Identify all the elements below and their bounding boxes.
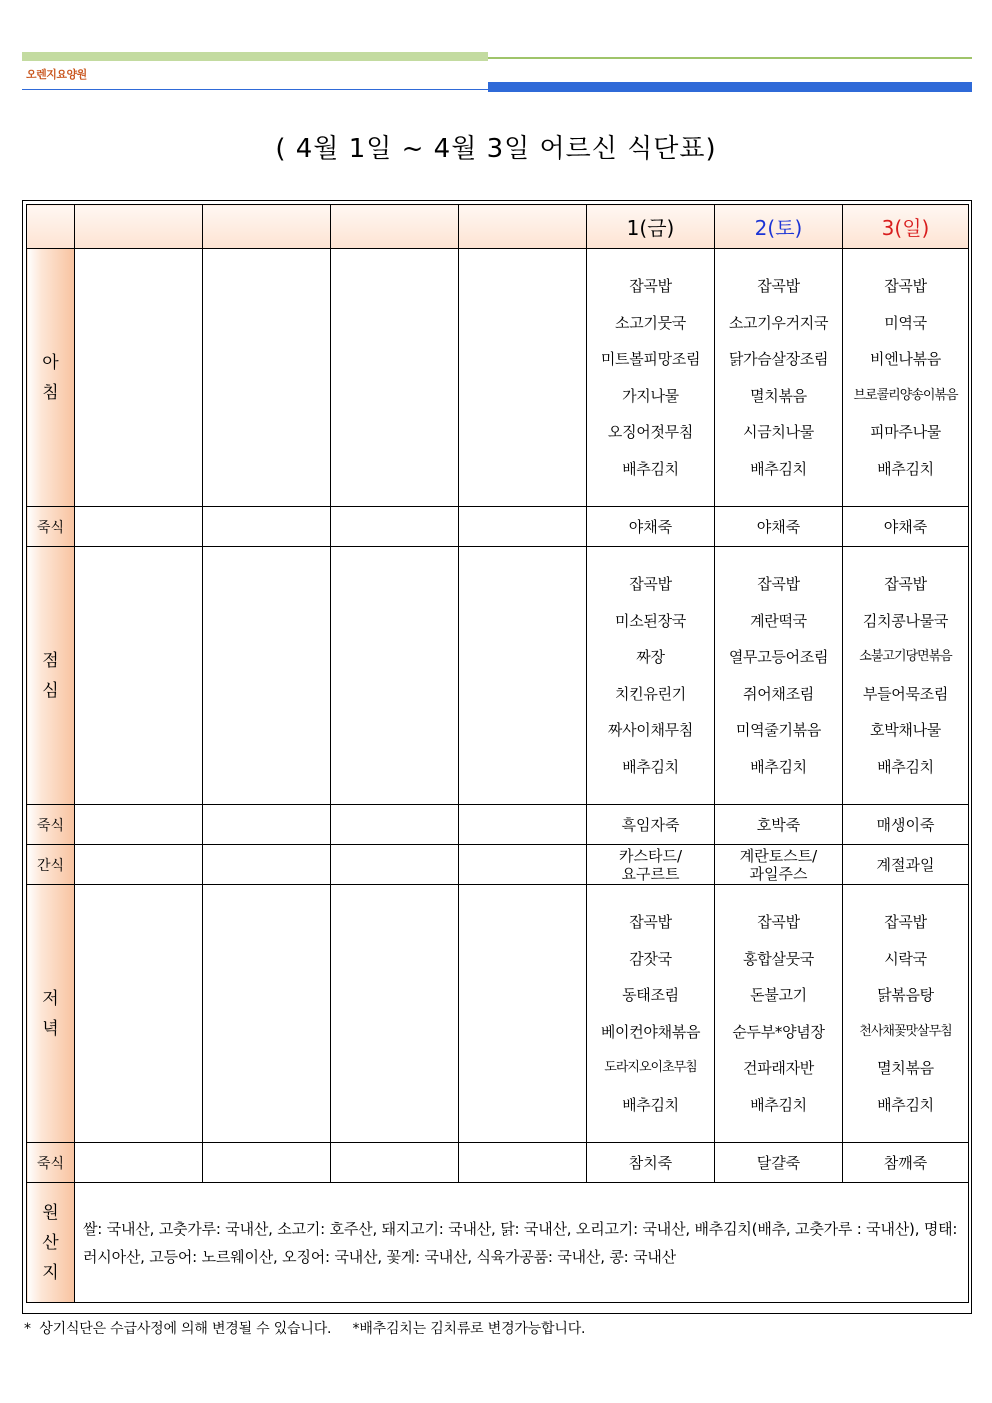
snack-line: 카스타드/ — [618, 846, 682, 865]
breakfast-row — [27, 249, 969, 507]
menu-item: 호박채나물 — [870, 721, 941, 739]
dinner-row — [27, 885, 969, 1143]
header-empty — [459, 205, 587, 249]
header-row — [27, 205, 969, 249]
menu-item: 미역국 — [884, 313, 927, 332]
menu-item: 치킨유린기 — [615, 684, 686, 703]
menu-item: 잡곡밥 — [757, 277, 800, 295]
menu-item: 소고기뭇국 — [615, 313, 686, 332]
lunch-row — [27, 547, 969, 805]
menu-item: 잡곡밥 — [884, 277, 927, 295]
page-title: ( 4월 1일 ~ 4월 3일 어르신 식단표) — [275, 134, 717, 164]
menu-item: 순두부*양념장 — [732, 1022, 825, 1041]
origin-label — [27, 1183, 75, 1303]
menu-item: 잡곡밥 — [629, 277, 672, 295]
menu-item: 도라지오이초무침 — [604, 1060, 697, 1075]
menu-item: 시락국 — [884, 949, 927, 968]
porridge-sat: 호박죽 — [715, 805, 843, 845]
menu-item: 감잣국 — [629, 949, 672, 968]
menu-item: 배추김치 — [877, 459, 934, 478]
empty-cell — [331, 507, 459, 547]
porridge-label: 죽식 — [27, 805, 75, 845]
empty-cell — [331, 547, 459, 805]
menu-item: 배추김치 — [622, 1095, 679, 1114]
snack-line: 계란토스트/ — [739, 846, 818, 865]
empty-cell — [331, 249, 459, 507]
empty-cell — [331, 885, 459, 1143]
snack-row — [27, 845, 969, 885]
menu-item: 건파래자반 — [743, 1059, 814, 1077]
porridge-fri: 흑임자죽 — [587, 805, 715, 845]
empty-cell — [75, 507, 203, 547]
menu-item: 비엔나볶음 — [870, 350, 941, 368]
empty-cell — [331, 805, 459, 845]
menu-item: 짜장 — [636, 648, 665, 666]
empty-cell — [75, 805, 203, 845]
dinner-menu-sun — [843, 885, 969, 1143]
header-blue-bar — [488, 82, 972, 92]
menu-item: 소불고기당면볶음 — [859, 649, 952, 664]
menu-item: 미역줄기볶음 — [735, 721, 822, 739]
porridge-sun: 매생이죽 — [843, 805, 969, 845]
snack-line: 요구르트 — [621, 864, 680, 883]
porridge-sat: 달걀죽 — [715, 1143, 843, 1183]
menu-item: 배추김치 — [750, 459, 807, 478]
menu-item: 오징어젓무침 — [607, 423, 694, 441]
menu-item: 배추김치 — [877, 757, 934, 776]
snack-line: 과일주스 — [749, 864, 808, 883]
menu-item: 천사채꽃맛살무침 — [859, 1023, 952, 1039]
header-corner — [27, 205, 75, 249]
menu-item: 배추김치 — [877, 1095, 934, 1114]
menu-item: 브로콜리양송이볶음 — [853, 387, 958, 403]
menu-item: 잡곡밥 — [629, 575, 672, 593]
porridge-fri: 야채죽 — [587, 507, 715, 547]
header-green-line — [488, 57, 972, 59]
empty-cell — [331, 845, 459, 885]
breakfast-menu-sat — [715, 249, 843, 507]
dinner-label-text: 저 녁 — [42, 988, 59, 1039]
empty-cell — [75, 1143, 203, 1183]
empty-cell — [459, 885, 587, 1143]
empty-cell — [331, 1143, 459, 1183]
day-header-sat: 2(토) — [715, 205, 843, 249]
header-empty — [331, 205, 459, 249]
lunch-menu-fri — [587, 547, 715, 805]
day-header-sun: 3(일) — [843, 205, 969, 249]
menu-item: 잡곡밥 — [757, 575, 800, 593]
menu-item: 부들어묵조림 — [862, 684, 949, 703]
menu-item: 배추김치 — [750, 757, 807, 776]
porridge-row — [27, 507, 969, 547]
menu-item: 소고기우거지국 — [728, 313, 829, 332]
menu-item: 잡곡밥 — [884, 913, 927, 931]
header-empty — [75, 205, 203, 249]
snack-fri — [587, 845, 715, 885]
menu-item: 동태조림 — [622, 986, 679, 1004]
breakfast-menu-fri — [587, 249, 715, 507]
day-header-fri: 1(금) — [587, 205, 715, 249]
lunch-label — [27, 547, 75, 805]
snack-line: 계절과일 — [876, 856, 935, 874]
empty-cell — [75, 885, 203, 1143]
menu-item: 계란떡국 — [750, 611, 807, 630]
empty-cell — [203, 1143, 331, 1183]
breakfast-menu-sun — [843, 249, 969, 507]
empty-cell — [203, 845, 331, 885]
menu-table — [26, 204, 969, 1303]
menu-item: 잡곡밥 — [884, 575, 927, 593]
porridge-label: 죽식 — [27, 507, 75, 547]
dinner-menu-sat — [715, 885, 843, 1143]
header-blue-line — [22, 89, 488, 90]
empty-cell — [459, 1143, 587, 1183]
porridge-row — [27, 805, 969, 845]
breakfast-label-text: 아 침 — [42, 352, 59, 403]
empty-cell — [459, 547, 587, 805]
empty-cell — [459, 507, 587, 547]
menu-item: 닭볶음탕 — [877, 986, 934, 1004]
empty-cell — [203, 805, 331, 845]
lunch-label-text: 점 심 — [42, 650, 59, 701]
lunch-menu-sat — [715, 547, 843, 805]
porridge-sun: 참깨죽 — [843, 1143, 969, 1183]
origin-label-text: 원 산 지 — [42, 1202, 59, 1283]
empty-cell — [203, 249, 331, 507]
header-empty — [203, 205, 331, 249]
empty-cell — [75, 249, 203, 507]
menu-item: 미소된장국 — [615, 611, 686, 630]
lunch-menu-sun — [843, 547, 969, 805]
empty-cell — [459, 805, 587, 845]
empty-cell — [203, 507, 331, 547]
menu-item: 홍합살뭇국 — [743, 949, 814, 968]
snack-sat — [715, 845, 843, 885]
menu-item: 닭가슴살장조림 — [728, 350, 829, 368]
menu-item: 베이컨야채볶음 — [600, 1022, 701, 1041]
empty-cell — [203, 547, 331, 805]
empty-cell — [459, 845, 587, 885]
header-green-bar — [22, 52, 488, 61]
empty-cell — [75, 845, 203, 885]
org-name: 오렌지요양원 — [26, 68, 87, 81]
porridge-fri: 참치죽 — [587, 1143, 715, 1183]
menu-item: 멸치볶음 — [750, 386, 807, 405]
menu-item: 배추김치 — [622, 459, 679, 478]
porridge-sun: 야채죽 — [843, 507, 969, 547]
porridge-row — [27, 1143, 969, 1183]
empty-cell — [459, 249, 587, 507]
menu-item: 미트볼피망조림 — [600, 350, 701, 368]
origin-row — [27, 1183, 969, 1303]
menu-item: 시금치나물 — [743, 423, 814, 441]
menu-item: 멸치볶음 — [877, 1059, 934, 1077]
snack-sun — [843, 845, 969, 885]
dinner-menu-fri — [587, 885, 715, 1143]
menu-item: 짜사이채무침 — [607, 721, 694, 739]
menu-item: 배추김치 — [750, 1095, 807, 1114]
menu-item: 김치콩나물국 — [862, 611, 949, 630]
origin-text: 쌀: 국내산, 고춧가루: 국내산, 소고기: 호주산, 돼지고기: 국내산, 닭: 국내산, 오리고기: 국내산, 배추김치(배추, 고춧가루 : 국내산), 명태: 러시아산, 고등어: 노르웨이산, 오징어: 국내산, 꽃게: 국내산, 식육가공품: 국내산, 콩: 국내산 — [75, 1183, 969, 1303]
porridge-label: 죽식 — [27, 1143, 75, 1183]
menu-item: 피마주나물 — [870, 423, 941, 441]
empty-cell — [203, 885, 331, 1143]
snack-label: 간식 — [27, 845, 75, 885]
menu-item: 돈불고기 — [750, 986, 807, 1004]
breakfast-label — [27, 249, 75, 507]
porridge-sat: 야채죽 — [715, 507, 843, 547]
footnote: * 상기식단은 수급사정에 의해 변경될 수 있습니다. *배추김치는 김치류로 변경가능합니다. — [24, 1321, 586, 1337]
menu-table-frame — [22, 200, 972, 1314]
menu-item: 잡곡밥 — [757, 913, 800, 931]
menu-item: 열무고등어조림 — [728, 648, 829, 666]
menu-item: 배추김치 — [622, 757, 679, 776]
dinner-label — [27, 885, 75, 1143]
empty-cell — [75, 547, 203, 805]
menu-item: 쥐어채조림 — [743, 684, 814, 703]
menu-item: 잡곡밥 — [629, 913, 672, 931]
menu-item: 가지나물 — [622, 386, 679, 405]
